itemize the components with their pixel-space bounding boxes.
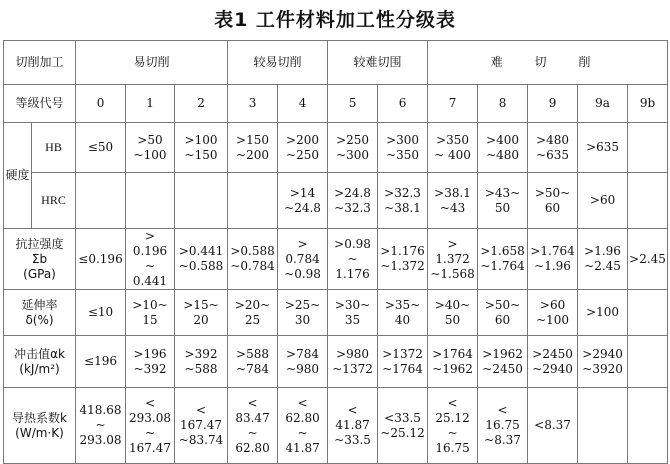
cell-line: ~1764	[382, 361, 423, 376]
elongation-cell	[428, 290, 478, 336]
hb-label: HB	[32, 123, 76, 173]
elongation-cell	[175, 290, 228, 336]
header-row	[4, 41, 668, 85]
cell-line: ~38.1	[384, 200, 421, 215]
grade-code: 5	[328, 85, 378, 123]
cell-line: ~784	[236, 361, 270, 376]
elongation-cell	[328, 290, 378, 336]
cell-line: >350	[436, 132, 470, 147]
cell-line: ~8.37	[484, 433, 521, 447]
cell-line: ~100	[133, 147, 167, 162]
grade-code: 8	[478, 85, 528, 123]
cell-line: >400	[486, 132, 520, 147]
cell-line: >196	[133, 346, 167, 361]
cell-line: 62.80	[235, 440, 270, 455]
grade-code: 9b	[628, 85, 668, 123]
tensile-cell	[578, 229, 628, 290]
cell-line: ~480	[486, 147, 520, 162]
cell-line: >0.441	[178, 244, 224, 258]
cell-line: >1372	[382, 346, 423, 361]
impact-cell	[578, 336, 628, 388]
cell-line: ~3920	[582, 361, 623, 376]
tensile-row	[4, 229, 668, 290]
hb-cell	[428, 123, 478, 173]
cell-line: 50	[444, 312, 461, 327]
cell-line: <33.5	[384, 410, 421, 425]
cell-line: ~33.5	[334, 433, 371, 447]
hrc-cell	[278, 173, 328, 229]
cell-line: 冲击值αk	[14, 346, 65, 361]
conductivity-cell	[478, 388, 528, 464]
cell-line: ~200	[236, 147, 270, 162]
hb-cell	[378, 123, 428, 173]
elongation-cell	[378, 290, 428, 336]
cell-line: Σb	[31, 251, 48, 266]
cell-line: 25.12	[435, 410, 470, 425]
impact-cell	[175, 336, 228, 388]
cell-line: ~0.784	[230, 259, 275, 273]
impact-cell	[76, 336, 126, 388]
hb-cell	[76, 123, 126, 173]
impact-cell	[278, 336, 328, 388]
conductivity-cell	[428, 388, 478, 464]
conductivity-cell	[328, 388, 378, 464]
impact-cell	[528, 336, 578, 388]
cell-line: 40	[394, 312, 411, 327]
cell-line: ~24.8	[284, 200, 321, 215]
cell-line: >	[447, 236, 458, 251]
cell-line: ~	[347, 251, 358, 266]
elongation-cell	[528, 290, 578, 336]
cell-line: ~25.12	[380, 425, 425, 440]
hrc-cell	[578, 173, 628, 229]
hb-cell	[478, 123, 528, 173]
hrc-cell	[378, 173, 428, 229]
group-fairly-easy: 较易切削	[228, 41, 328, 85]
hb-row	[4, 123, 668, 173]
hrc-cell	[528, 173, 578, 229]
impact-row	[4, 336, 668, 388]
elongation-cell	[76, 290, 126, 336]
empty-cell	[628, 290, 668, 336]
conductivity-cell	[76, 388, 126, 464]
cell-line: 50	[494, 200, 511, 215]
impact-cell	[378, 336, 428, 388]
cell-line: >588	[236, 346, 270, 361]
empty-cell	[628, 123, 668, 173]
cell-line: >250	[336, 132, 370, 147]
conductivity-label	[4, 388, 76, 464]
cell-line: (kJ/m²)	[19, 361, 60, 376]
cell-line: ~250	[286, 147, 320, 162]
cell-line: <8.37	[534, 418, 571, 432]
cell-line: >1962	[482, 346, 523, 361]
cell-line: >2450	[532, 346, 573, 361]
cell-line: >2940	[582, 346, 623, 361]
tensile-cell	[278, 229, 328, 290]
tensile-cell	[175, 229, 228, 290]
conductivity-row	[4, 388, 668, 464]
cell-line: >14	[289, 185, 316, 200]
cell-line: ~1.372	[380, 259, 425, 273]
tensile-cell	[628, 229, 668, 290]
elongation-cell	[228, 290, 278, 336]
cell-line: ~1.96	[534, 259, 571, 273]
cell-line: ~635	[536, 147, 570, 162]
machinability-grade-table	[3, 40, 668, 464]
cell-line: 293.08	[79, 433, 122, 447]
cell-line: >20~	[234, 297, 271, 312]
conductivity-cell	[126, 388, 175, 464]
cell-line: ~1962	[432, 361, 473, 376]
empty-cell	[126, 173, 175, 229]
cell-line: ~43	[439, 200, 466, 215]
cell-line: 418.68	[79, 403, 122, 417]
cell-line: ~1.764	[480, 259, 525, 273]
grade-label: 等级代号	[4, 85, 76, 123]
cell-line: ~	[144, 425, 156, 440]
group-easy: 易切削	[76, 41, 228, 85]
conductivity-cell	[228, 388, 278, 464]
hrc-row	[4, 173, 668, 229]
cell-line: >392	[184, 346, 218, 361]
cell-line: >1.96	[584, 244, 621, 258]
cell-line: >1.764	[530, 244, 575, 258]
tensile-cell	[478, 229, 528, 290]
cell-line: >40~	[434, 297, 471, 312]
cell-line: <	[447, 395, 458, 410]
empty-cell	[76, 173, 126, 229]
cell-line: 1.176	[335, 266, 370, 281]
cell-line: >200	[286, 132, 320, 147]
impact-cell	[478, 336, 528, 388]
cell-line: >35~	[384, 297, 421, 312]
cell-line: 16.75	[485, 418, 520, 432]
grade-code: 9a	[578, 85, 628, 123]
cell-line: ~2940	[532, 361, 573, 376]
hrc-label: HRC	[32, 173, 76, 229]
cell-line: >100	[184, 132, 218, 147]
hb-cell	[175, 123, 228, 173]
cell-line: >43~	[484, 185, 521, 200]
hrc-cell	[328, 173, 378, 229]
tensile-cell	[228, 229, 278, 290]
tensile-cell	[126, 229, 175, 290]
cell-line: >38.1	[434, 185, 471, 200]
cell-line: >50	[137, 132, 163, 147]
cell-line: 60	[494, 312, 511, 327]
cell-line: ~150	[184, 147, 218, 162]
cell-line: 延伸率	[21, 297, 58, 312]
cell-line: >32.3	[384, 185, 421, 200]
cell-line: >300	[386, 132, 420, 147]
cell-line: ~2.45	[584, 259, 621, 273]
cell-line: ≤50	[87, 140, 114, 154]
hb-cell	[528, 123, 578, 173]
empty-cell	[628, 173, 668, 229]
table-title: 表1 工件材料加工性分级表	[214, 9, 456, 31]
group-fairly-hard: 较难切围	[328, 41, 428, 85]
tensile-cell	[528, 229, 578, 290]
grade-code: 2	[175, 85, 228, 123]
cell-line: ~980	[286, 361, 320, 376]
cell-line: >	[297, 236, 308, 251]
cell-line: >30~	[334, 297, 371, 312]
cell-line: 62.80	[285, 410, 320, 425]
hardness-label: 硬度	[4, 123, 32, 229]
elongation-cell	[278, 290, 328, 336]
cell-line: 0.441	[132, 274, 168, 288]
cell-line: ~	[247, 425, 258, 440]
cell-line: >10~	[132, 297, 168, 312]
cell-line: >1764	[432, 346, 473, 361]
cell-line: ~350	[386, 147, 420, 162]
cell-line: >50~	[534, 185, 571, 200]
cell-line: 83.47	[235, 410, 270, 425]
cell-line: 抗拉强度	[15, 236, 64, 251]
cell-line: 60	[544, 200, 561, 215]
hb-cell	[126, 123, 175, 173]
impact-cell	[428, 336, 478, 388]
grade-code: 4	[278, 85, 328, 123]
hrc-cell	[428, 173, 478, 229]
elongation-cell	[126, 290, 175, 336]
cell-line: ~300	[336, 147, 370, 162]
cell-line: <	[247, 395, 258, 410]
tensile-label	[4, 229, 76, 290]
cell-line: >1.658	[480, 244, 525, 258]
cell-line: >50~	[484, 297, 521, 312]
cell-line: 25	[244, 312, 261, 327]
cell-line: <	[144, 395, 156, 410]
conductivity-cell	[278, 388, 328, 464]
cell-line: 167.47	[180, 418, 223, 432]
cell-line: ~83.74	[178, 433, 224, 447]
cell-line: >0.98	[334, 236, 371, 251]
elongation-cell	[478, 290, 528, 336]
empty-cell	[628, 336, 668, 388]
empty-cell	[175, 173, 228, 229]
cell-line: ~2450	[482, 361, 523, 376]
cell-line: ~100	[536, 312, 570, 327]
cell-line: 30	[294, 312, 311, 327]
cell-line: >480	[536, 132, 570, 147]
group-hard: 难 切 削	[428, 41, 668, 85]
impact-cell	[328, 336, 378, 388]
conductivity-cell	[378, 388, 428, 464]
cell-line: >100	[586, 305, 620, 319]
cell-line: ~1.568	[430, 266, 475, 281]
tensile-cell	[378, 229, 428, 290]
cell-line: >15~	[183, 297, 219, 312]
cell-line: 167.47	[129, 440, 172, 455]
cell-line: 15	[142, 312, 158, 327]
cell-line: ~1372	[332, 361, 373, 376]
cell-line: >2.45	[629, 251, 666, 266]
impact-cell	[228, 336, 278, 388]
cell-line: >0.588	[230, 244, 275, 258]
tensile-cell	[428, 229, 478, 290]
cell-line: 16.75	[435, 440, 470, 455]
cell-line: ≤0.196	[78, 251, 123, 266]
cell-line: 0.784	[285, 251, 320, 266]
cell-line: <	[297, 395, 308, 410]
hrc-cell	[478, 173, 528, 229]
cell-line: (W/m·K)	[15, 425, 64, 440]
empty-cell	[578, 388, 628, 464]
tensile-cell	[76, 229, 126, 290]
cell-line: >24.8	[334, 185, 371, 200]
cell-line: 293.08	[129, 410, 172, 425]
cell-line: <	[347, 403, 358, 417]
cell-line: >60	[589, 193, 616, 207]
impact-cell	[126, 336, 175, 388]
elongation-label	[4, 290, 76, 336]
cell-line: 0.196	[132, 244, 168, 258]
elongation-cell	[578, 290, 628, 336]
conductivity-cell	[175, 388, 228, 464]
cell-line: ~588	[184, 361, 218, 376]
cell-line: >60	[539, 297, 566, 312]
cell-line: 41.87	[285, 440, 320, 455]
cell-line: ~	[95, 418, 106, 432]
cell-line: >150	[236, 132, 270, 147]
impact-label	[4, 336, 76, 388]
cell-line: >980	[336, 346, 370, 361]
grade-row	[4, 85, 668, 123]
cell-line: ~392	[133, 361, 167, 376]
cell-line: 20	[193, 312, 209, 327]
hb-cell	[328, 123, 378, 173]
cell-line: ~	[144, 259, 156, 273]
cell-line: (GPa)	[23, 266, 56, 281]
cell-line: >	[144, 229, 156, 243]
grade-code: 6	[378, 85, 428, 123]
cell-line: ~0.588	[178, 259, 224, 273]
grade-code: 1	[126, 85, 175, 123]
grade-code: 3	[228, 85, 278, 123]
cell-line: ≤196	[84, 354, 117, 368]
cell-line: 41.87	[335, 418, 370, 432]
grade-code: 9	[528, 85, 578, 123]
cell-line: ~ 400	[434, 147, 471, 162]
cell-line: ~	[447, 425, 458, 440]
grade-code: 7	[428, 85, 478, 123]
elongation-row	[4, 290, 668, 336]
cell-line: >635	[586, 140, 620, 154]
empty-cell	[628, 388, 668, 464]
cell-line: >784	[286, 346, 320, 361]
grade-code: 0	[76, 85, 126, 123]
cell-line: ≤10	[87, 305, 114, 319]
hb-cell	[278, 123, 328, 173]
cell-line: <	[195, 403, 207, 417]
cell-line: ~0.98	[284, 266, 321, 281]
cell-line: <	[497, 403, 508, 417]
hb-cell	[578, 123, 628, 173]
cell-line: 1.372	[435, 251, 470, 266]
cell-line: >1.176	[380, 244, 425, 258]
tensile-cell	[328, 229, 378, 290]
header-label: 切削加工	[4, 41, 76, 85]
hb-cell	[228, 123, 278, 173]
cell-line: ~32.3	[334, 200, 371, 215]
cell-line: ~	[297, 425, 308, 440]
empty-cell	[228, 173, 278, 229]
cell-line: >25~	[284, 297, 321, 312]
cell-line: δ(%)	[25, 312, 54, 327]
cell-line: 35	[344, 312, 361, 327]
conductivity-cell	[528, 388, 578, 464]
cell-line: 导热系数k	[12, 410, 67, 425]
